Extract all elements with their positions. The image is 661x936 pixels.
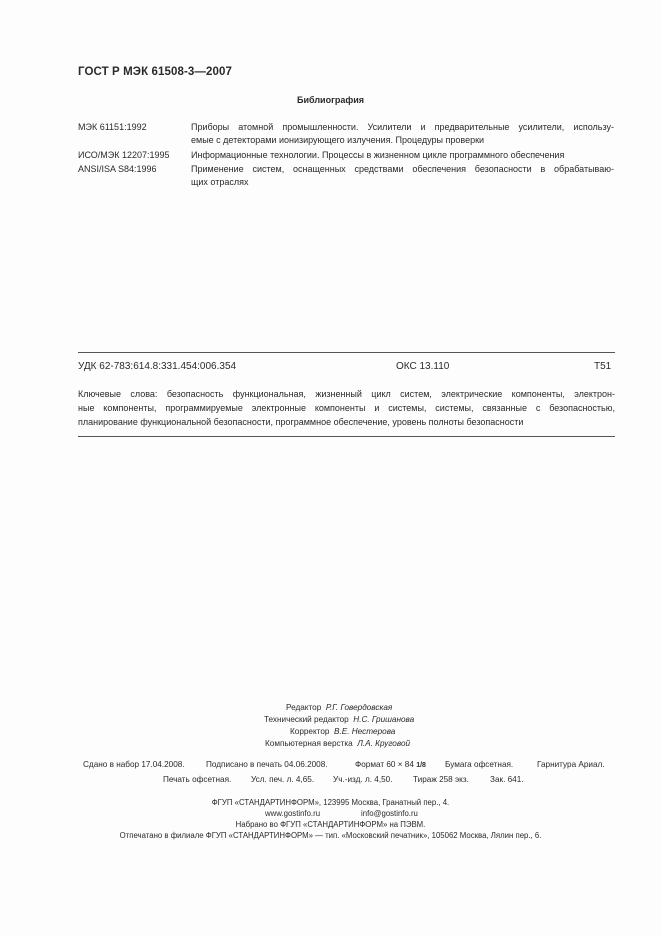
keywords-line: планирование функциональной безопасности, программное обеспечение, уровень полноты безопасности	[78, 417, 524, 427]
bibliography-code: МЭК 61151:1992	[78, 122, 147, 132]
imprint-paper: Бумага офсетная.	[445, 760, 514, 769]
bibliography-code: ANSI/ISA S84:1996	[78, 164, 157, 174]
oks-code: ОКС 13.110	[396, 361, 450, 372]
bibliography-line: Приборы атомной промышленности. Усилители и предварительные усилители, использу-	[191, 122, 614, 132]
bibliography-description	[191, 121, 614, 147]
publisher-address: ФГУП «СТАНДАРТИНФОРМ», 123995 Москва, Гранатный пер., 4.	[211, 798, 450, 807]
bibliography-line: щих отраслях	[191, 177, 249, 187]
editor-line	[286, 702, 392, 715]
publisher-website[interactable]: www.gostinfo.ru	[265, 809, 321, 818]
layout-name: Л.А. Круговой	[357, 739, 411, 748]
publisher-email[interactable]: info@gostinfo.ru	[361, 809, 418, 818]
udk-code: УДК 62-783:614.8:331.454:006.354	[78, 361, 237, 372]
format-fraction: 1/8	[416, 762, 426, 769]
standard-header: ГОСТ Р МЭК 61508-3—2007	[78, 66, 232, 78]
imprint-font: Гарнитура Ариал.	[537, 760, 605, 769]
printing-note: Отпечатано в филиале ФГУП «СТАНДАРТИНФОРМ» — тип. «Московский печатник», 105062 Москва, Лялин пер., 6.	[119, 831, 542, 840]
imprint-edsheets: Уч.-изд. л. 4,50.	[333, 775, 393, 784]
bibliography-line: емые с детекторами ионизирующего излучения. Процедуры проверки	[191, 135, 485, 145]
bibliography-line: Применение систем, оснащенных средствами обеспечения безопасности в обрабатываю-	[191, 164, 614, 174]
bibliography-description	[191, 149, 614, 162]
bibliography-description	[191, 163, 614, 189]
imprint-set: Сдано в набор 17.04.2008.	[83, 760, 185, 769]
editor-label: Редактор	[286, 703, 322, 712]
imprint-sheets: Усл. печ. л. 4,65.	[251, 775, 315, 784]
keywords-block	[78, 387, 615, 429]
keywords-line: Ключевые слова: безопасность функциональная, жизненный цикл систем, электрические компоненты, электрон-	[78, 389, 615, 399]
top-divider	[78, 352, 615, 353]
tech-editor-label: Технический редактор	[264, 715, 349, 724]
corrector-line	[290, 726, 395, 739]
imprint-order: Зак. 641.	[490, 775, 524, 784]
imprint-signed: Подписано в печать 04.06.2008.	[206, 760, 328, 769]
corrector-name: В.Е. Нестерова	[334, 727, 396, 736]
corrector-label: Корректор	[290, 727, 330, 736]
bibliography-line: Информационные технологии. Процессы в жизненном цикле программного обеспечения	[191, 150, 565, 160]
editor-name: Р.Г. Говердовская	[325, 703, 393, 712]
typeset-note: Набрано во ФГУП «СТАНДАРТИНФОРМ» на ПЭВМ.	[235, 820, 426, 829]
tech-editor-name: Н.С. Гришанова	[353, 715, 415, 724]
keywords-line: ные компоненты, программируемые электронные компоненты и системы, системы, связанные с безопасностью,	[78, 403, 615, 413]
imprint-run: Тираж 258 экз.	[413, 775, 469, 784]
bottom-divider	[78, 436, 615, 437]
classification-code: Т51	[594, 361, 612, 372]
layout-label: Компьютерная верстка	[265, 739, 353, 748]
bibliography-title: Библиография	[297, 95, 364, 105]
bibliography-code: ИСО/МЭК 12207:1995	[78, 150, 170, 160]
imprint-format: Формат 60 × 84 1/8	[355, 760, 426, 769]
imprint-print: Печать офсетная.	[163, 775, 232, 784]
layout-line	[265, 738, 410, 751]
tech-editor-line	[264, 714, 414, 727]
